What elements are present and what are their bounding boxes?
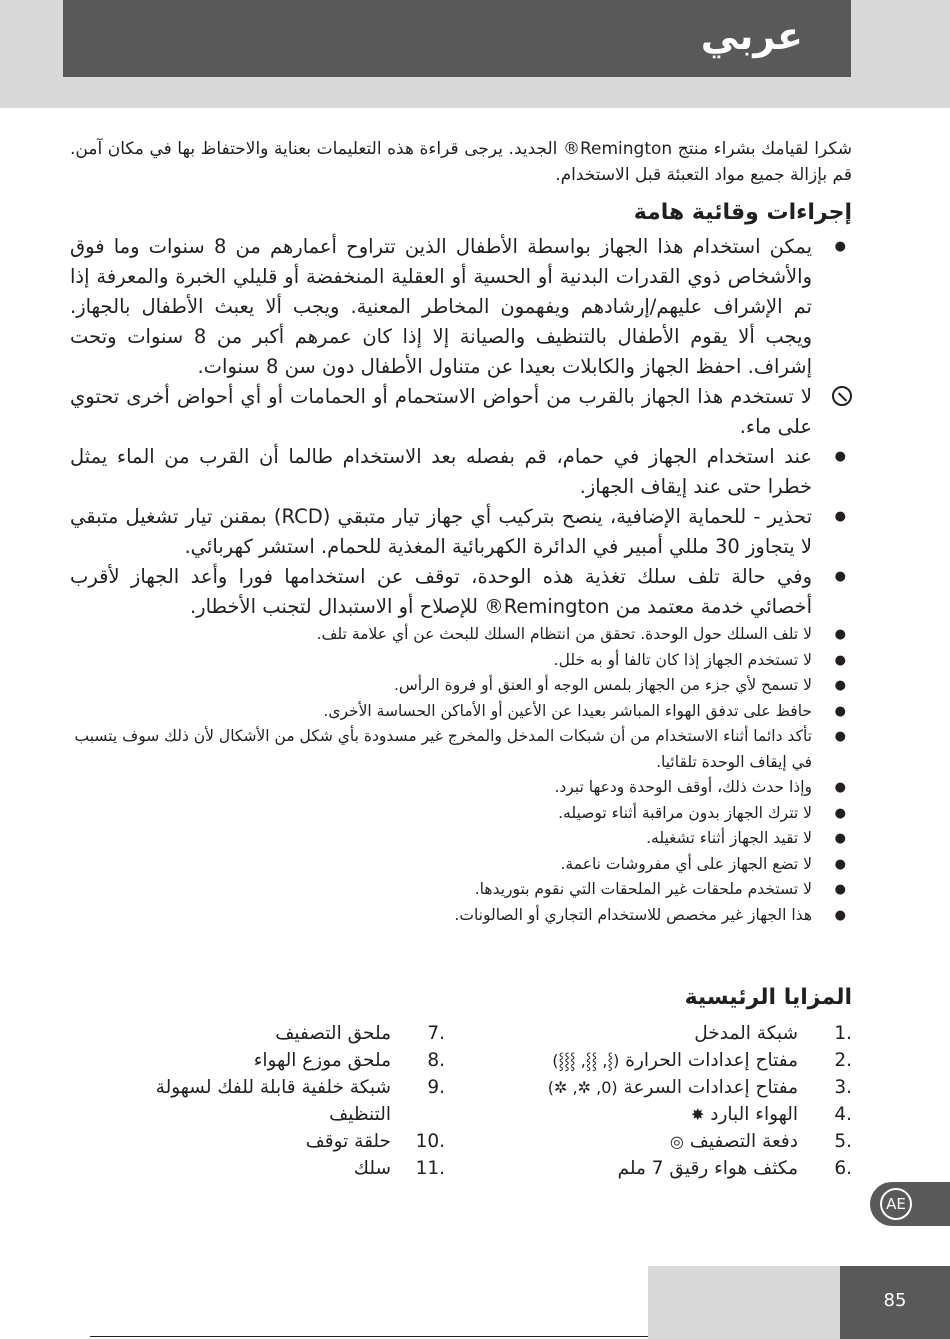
list-item: ● لا تستخدم الجهاز إذا كان تالفا أو به خلل. xyxy=(70,648,852,674)
part-item: .5 دفعة التصفيف ◎ xyxy=(432,1128,852,1155)
part-item: .11 سلك xyxy=(353,1158,445,1179)
list-item: ● وفي حالة تلف سلك تغذية هذه الوحدة، توقف عن استخدامها فورا وأعد الجهاز لأقرب أخصائي خدمة معتمد من Remington® للإصلاح أو الاستبدال لتجنب الأخطار. xyxy=(70,562,852,622)
bullet-icon: ● xyxy=(834,831,846,846)
cool-shot-icon: ✸ xyxy=(690,1105,705,1124)
footer-rule xyxy=(90,1336,648,1337)
list-item: ● هذا الجهاز غير مخصص للاستخدام التجاري أو الصالونات. xyxy=(70,903,852,929)
heat-settings-icon: (⸾, ⸾⸾, ⸾⸾⸾) xyxy=(552,1051,620,1070)
list-item: ● عند استخدام الجهاز في حمام، قم بفصله بعد الاستخدام طالما أن القرب من الماء يمثل خطرا حتى عند إيقاف الجهاز. xyxy=(70,442,852,502)
part-item: .7 ملحق التصفيف xyxy=(275,1023,445,1044)
bullet-icon: ● xyxy=(834,805,846,821)
bullet-icon: ● xyxy=(834,856,846,872)
no-bath-warning-icon xyxy=(832,386,852,406)
bullet-icon: ● xyxy=(834,780,846,795)
parts-list-right xyxy=(432,1020,852,1182)
bullet-icon: ● xyxy=(834,882,846,897)
language-title: عربي xyxy=(700,14,803,58)
part-item: .9 شبكة خلفية قابلة للفك لسهولة التنظيف xyxy=(155,1077,445,1125)
safety-minor-list xyxy=(70,622,852,928)
list-item: ● لا تلف السلك حول الوحدة. تحقق من انتظام السلك للبحث عن أي علامة تلف. xyxy=(70,622,852,648)
safety-heading: إجراءات وقائية هامة xyxy=(633,200,852,225)
part-item: .8 ملحق موزع الهواء xyxy=(253,1050,445,1071)
parts-heading: المزايا الرئيسية xyxy=(684,985,852,1010)
list-item: ● لا تترك الجهاز بدون مراقبة أثناء توصيله. xyxy=(70,801,852,827)
footer-light-block xyxy=(648,1266,840,1339)
list-item: ● تأكد دائما أثناء الاستخدام من أن شبكات المدخل والمخرج غير مسدودة بأي شكل من الأشكال لأن ذلك سوف يتسبب في إيقاف الوحدة تلقائيا. xyxy=(70,724,852,775)
bullet-icon: ● xyxy=(834,239,846,254)
list-item: ● لا تقيد الجهاز أثناء تشغيله. xyxy=(70,826,852,852)
bullet-icon: ● xyxy=(834,907,846,923)
bullet-icon: ● xyxy=(834,509,846,524)
speed-settings-icon: (0, ✲, ✲) xyxy=(547,1078,618,1097)
list-item: ● يمكن استخدام هذا الجهاز بواسطة الأطفال الذين تتراوح أعمارهم من 8 سنوات وما فوق والأشخاص ذوي القدرات البدنية أو الحسية أو العقلية المنخفضة أو قليلي الخبرة والمعرفة إذا تم الإشراف عليهم/إرشادهم ويفهمون المخاطر المعنية. ويجب ألا يعبث الأطفال بالجهاز. ويجب ألا يقوم الأطفال بالتنظيف والصيانة إلا إذا كان عمرهم أكبر من 8 سنوات وتحت إشراف. احفظ الجهاز والكابلات بعيدا عن متناول الأطفال دون سن 8 سنوات. xyxy=(70,232,852,382)
intro-paragraph: شكرا لقيامك بشراء منتج Remington® الجديد. يرجى قراءة هذه التعليمات بعناية والاحتفاظ بها في مكان آمن. قم بإزالة جميع مواد التعبئة قبل الاستخدام. xyxy=(70,139,852,185)
language-code: AE xyxy=(880,1188,912,1220)
bullet-icon: ● xyxy=(834,729,846,744)
part-item: .2 مفتاح إعدادات الحرارة (⸾, ⸾⸾, ⸾⸾⸾) xyxy=(432,1047,852,1074)
part-item: .1 شبكة المدخل xyxy=(694,1023,852,1044)
safety-main-list xyxy=(70,232,852,622)
list-item: ● تحذير - للحماية الإضافية، ينصح بتركيب أي جهاز تيار متبقي (RCD) بمقنن تيار تشغيل متبقي لا يتجاوز 30 مللي أمبير في الدائرة الكهربائية المغذية للحمام. استشر كهربائي. xyxy=(70,502,852,562)
bullet-icon: ● xyxy=(834,627,846,642)
list-item: ● لا تضع الجهاز على أي مفروشات ناعمة. xyxy=(70,852,852,878)
list-item: ● لا تسمح لأي جزء من الجهاز بلمس الوجه أو العنق أو فروة الرأس. xyxy=(70,673,852,699)
bullet-icon: ● xyxy=(834,678,846,693)
page-number: 85 xyxy=(883,1290,907,1311)
list-item: لا تستخدم هذا الجهاز بالقرب من أحواض الاستحمام أو الحمامات أو أي أحواض أخرى تحتوي على ماء. xyxy=(70,382,852,442)
language-badge xyxy=(870,1182,950,1226)
bullet-icon: ● xyxy=(834,569,846,584)
parts-list-left xyxy=(125,1020,445,1182)
styling-boost-icon: ◎ xyxy=(669,1132,684,1151)
part-item: .10 حلقة توقف xyxy=(305,1131,445,1152)
part-item: .4 الهواء البارد ✸ xyxy=(432,1101,852,1128)
title-bar xyxy=(63,0,851,77)
part-item: .3 مفتاح إعدادات السرعة (0, ✲, ✲) xyxy=(432,1074,852,1101)
list-item: ● لا تستخدم ملحقات غير الملحقات التي نقوم بتوريدها. xyxy=(70,877,852,903)
main-content xyxy=(70,136,852,928)
part-item: .6 مكثف هواء رقيق 7 ملم xyxy=(617,1158,852,1179)
list-item: ● حافظ على تدفق الهواء المباشر بعيدا عن الأعين أو الأماكن الحساسة الأخرى. xyxy=(70,699,852,725)
bullet-icon: ● xyxy=(834,449,846,464)
list-item: ● وإذا حدث ذلك، أوقف الوحدة ودعها تبرد. xyxy=(70,775,852,801)
bullet-icon: ● xyxy=(834,652,846,668)
bullet-icon: ● xyxy=(834,703,846,719)
